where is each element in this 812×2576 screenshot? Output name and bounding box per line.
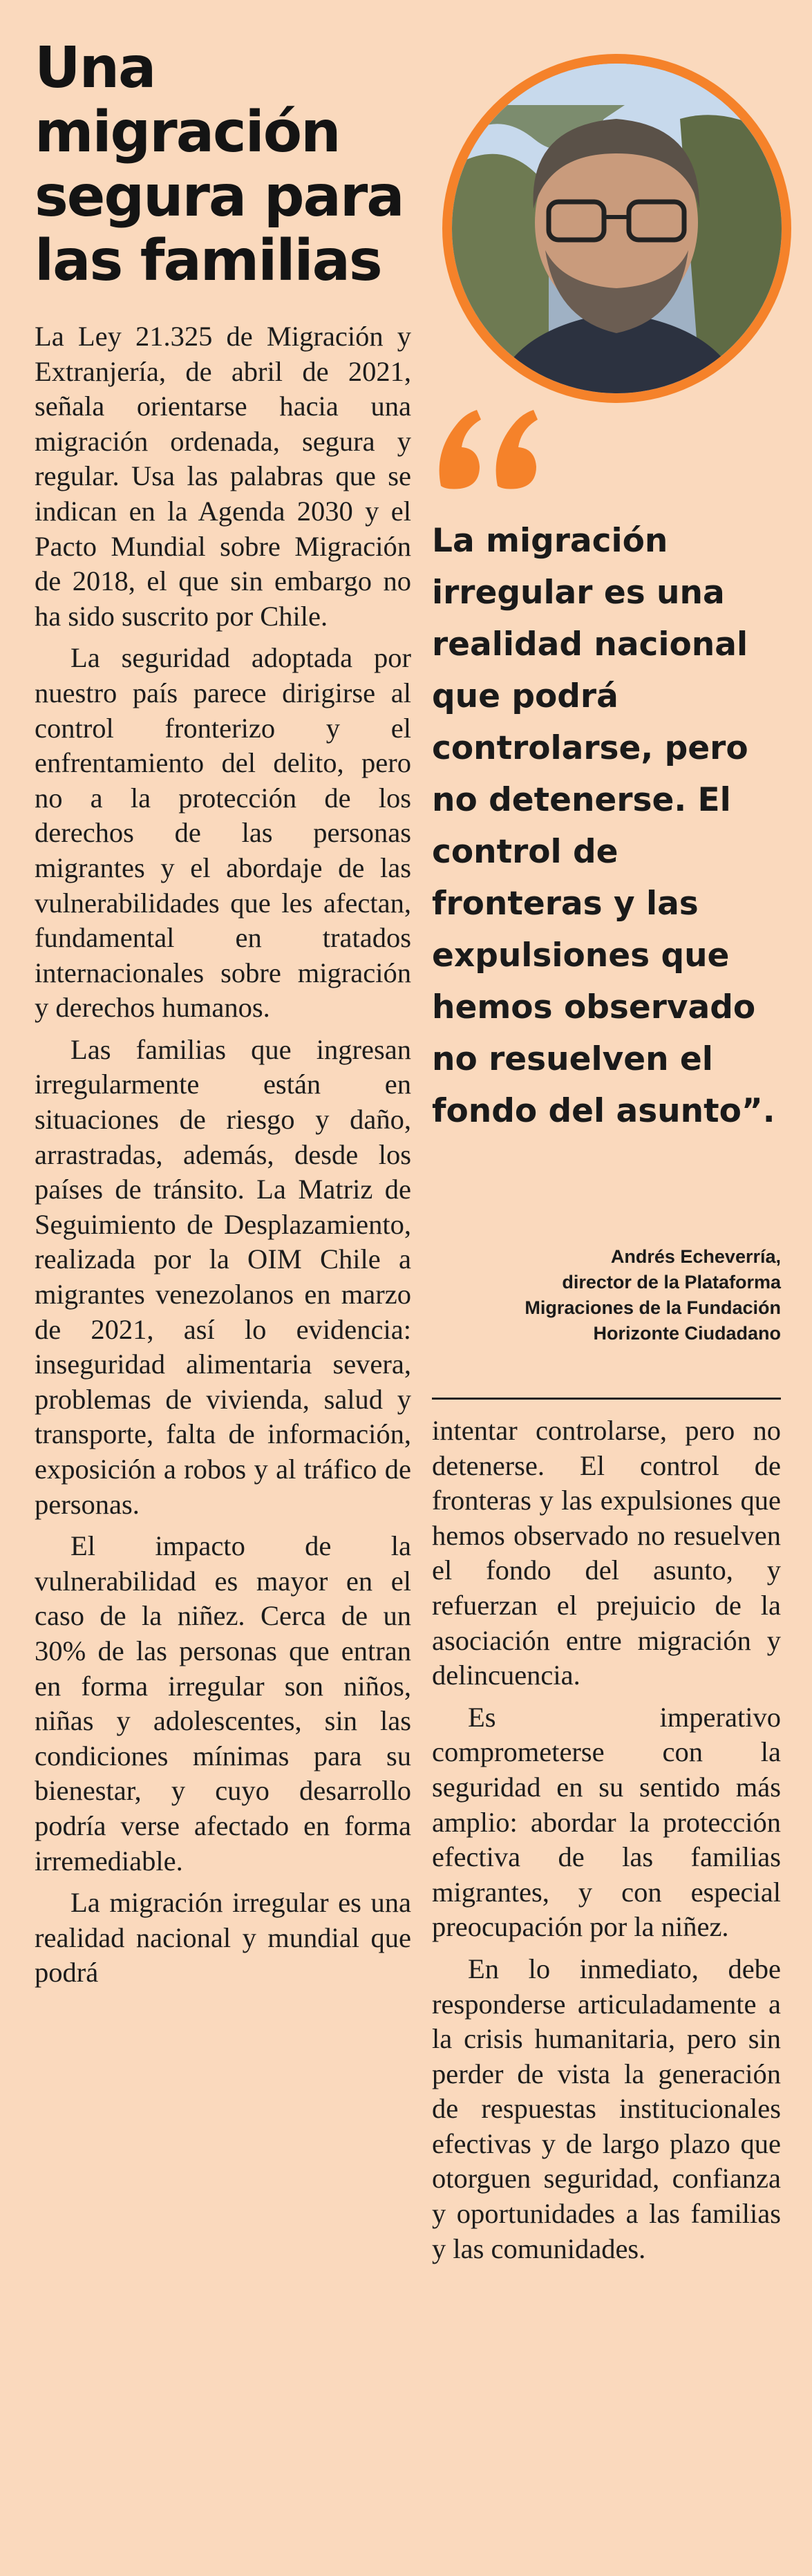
author-photo bbox=[452, 64, 782, 393]
body-column-right bbox=[432, 1413, 781, 2273]
author-byline bbox=[432, 1244, 781, 1346]
body-paragraph: intentar controlarse, pero no detenerse. El control de fronteras y las expulsiones que hemos observado no resuelven el fondo del asunto, y refuerzan el prejuicio de la asociación entre migración y delincuencia. bbox=[432, 1415, 781, 1691]
divider bbox=[432, 1398, 781, 1400]
author-portrait-icon bbox=[452, 64, 782, 393]
author-role-line: Migraciones de la Fundación bbox=[525, 1297, 781, 1318]
author-role-line: Horizonte Ciudadano bbox=[593, 1323, 781, 1344]
body-paragraph: Es imperativo comprometerse con la seguridad en su sentido más amplio: abordar la protección efectiva de las familias migrantes, y con especial preocupación por la niñez. bbox=[432, 1701, 781, 1943]
body-paragraph: La seguridad adoptada por nuestro país parece dirigirse al control fronterizo y el enfrentamiento del delito, pero no a la protección de los derechos de las personas migrantes y el abordaje de las vulnerabilidades que les afectan, fundamental en tratados internacionales sobre migración y derechos humanos. bbox=[35, 642, 411, 1024]
author-role-line: director de la Plataforma bbox=[562, 1272, 781, 1292]
author-name: Andrés Echeverría, bbox=[610, 1246, 781, 1267]
body-paragraph: La Ley 21.325 de Migración y Extranjería, de abril de 2021, señala orientarse hacia una migración ordenada, segura y regular. Usa las palabras que se indican en la Agenda 2030 y el Pacto Mundial sobre Migración de 2018, el que sin embargo no ha sido suscrito por Chile. bbox=[35, 321, 411, 632]
author-photo-frame bbox=[442, 54, 791, 403]
article-headline: Una migración segura para las familias bbox=[35, 35, 404, 294]
body-paragraph: El impacto de la vulnerabilidad es mayor en el caso de la niñez. Cerca de un 30% de las personas que entran en forma irregular son niños, niñas y adolescentes, sin las condiciones mínimas para su bienestar, y cuyo desarrollo podría verse afectado en forma irremediable. bbox=[35, 1530, 411, 1877]
body-paragraph: Las familias que ingresan irregularmente están en situaciones de riesgo y daño, arrastradas, además, desde los países de tránsito. La Matriz de Seguimiento de Desplazamiento, realizada por la OIM Chile a migrantes venezolanos en marzo de 2021, así lo evidencia: inseguridad alimentaria severa, problemas de vivienda, salud y transporte, falta de información, exposición a robos y al tráfico de personas. bbox=[35, 1033, 411, 1520]
pull-quote: La migración irregular es una realidad nacional que podrá controlarse, pero no detenerse. El control de fronteras y las expulsiones que hemos observado no resuelven el fondo del asunto”. bbox=[432, 522, 775, 1130]
opening-quote-icon bbox=[428, 404, 546, 494]
body-column-left bbox=[35, 319, 411, 1997]
body-paragraph: La migración irregular es una realidad nacional y mundial que podrá bbox=[35, 1887, 411, 1989]
body-paragraph: En lo inmediato, debe responderse articuladamente a la crisis humanitaria, pero sin perder de vista la generación de respuestas institucionales efectivas y de largo plazo que otorguen seguridad, confianza y oportunidades a las familias y las comunidades. bbox=[432, 1953, 781, 2264]
